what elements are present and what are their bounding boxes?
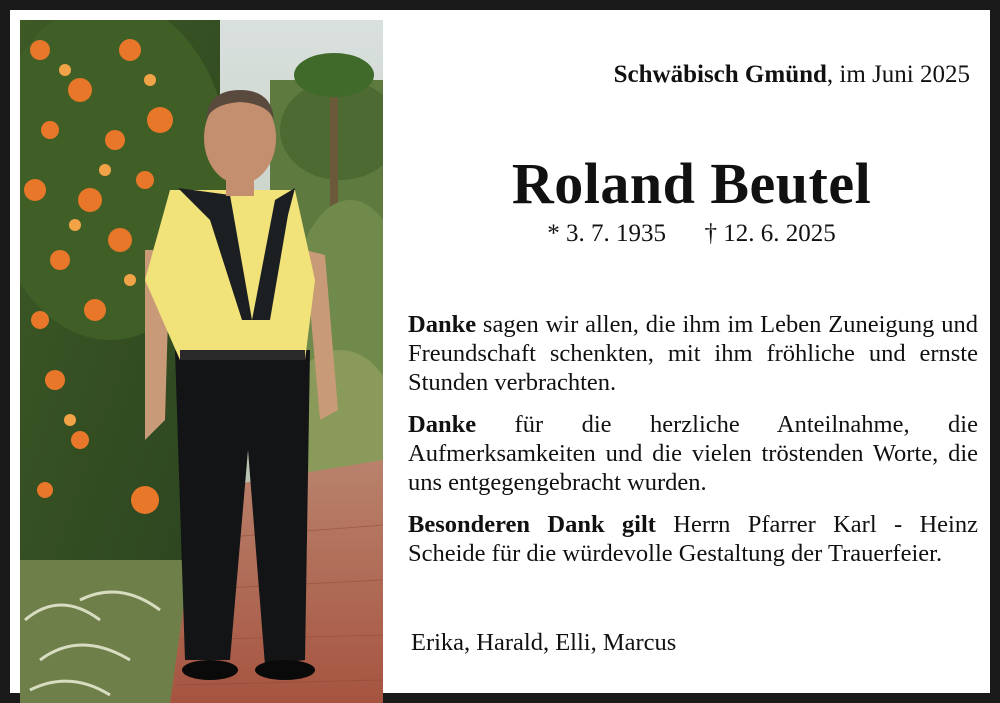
paragraph-text: sagen wir allen, die ihm im Leben Zuneigung und Freundschaft schenkten, mit ihm fröhliche und ernste Stunden verbrachten. [408,311,978,396]
notice-text [383,20,1000,703]
place: Schwäbisch Gmünd [613,61,827,88]
paragraph-text: Herrn Pfarrer Karl - Heinz Scheide für die würdevolle Gestaltung der Trauerfeier. [408,511,978,567]
birth-date: 3. 7. 1935 [566,220,666,247]
deceased-name: Roland Beutel [511,151,872,216]
place-date-line [614,61,970,89]
thanks-paragraph [408,510,978,568]
paragraph-text: für die herzliche Anteilnahme, die Aufmerksamkeiten und die vielen tröstenden Worte, die uns entgegengebracht wurden. [408,411,978,496]
portrait-photo [20,20,383,703]
death-symbol: † [704,220,717,247]
paragraph-lead: Danke [408,411,477,438]
death-date: 12. 6. 2025 [723,220,836,247]
family-signature: Erika, Harald, Elli, Marcus [411,629,677,656]
life-dates [383,220,1000,248]
thanks-paragraph [408,310,978,397]
thanks-paragraph [408,410,978,497]
date: , im Juni 2025 [826,61,970,88]
paragraph-lead: Danke [408,311,477,338]
birth-symbol: * [547,220,560,247]
paragraph-lead: Besonderen Dank gilt [408,511,656,538]
